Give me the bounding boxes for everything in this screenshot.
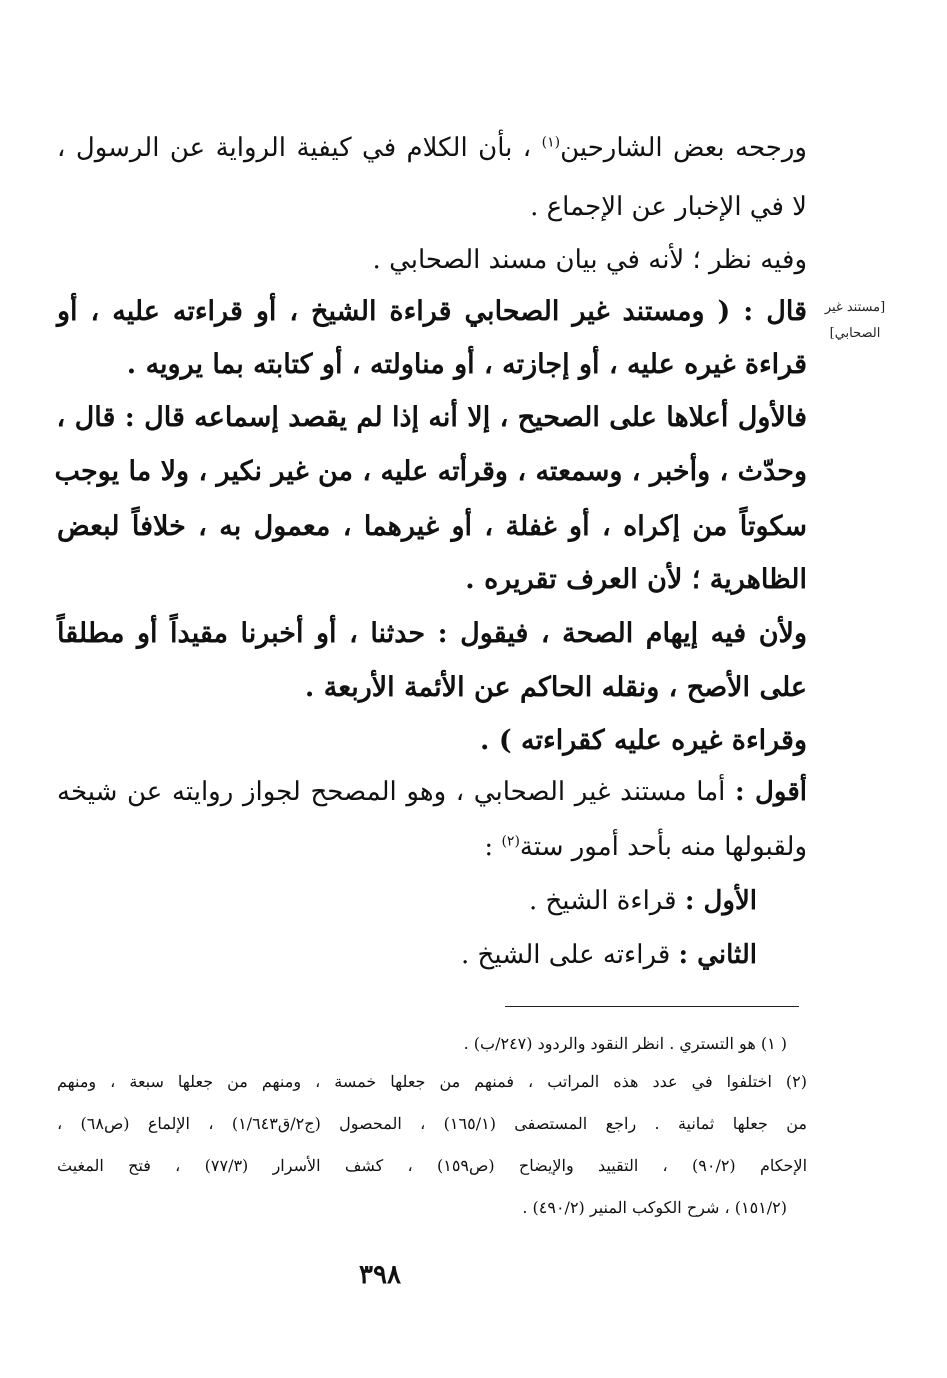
body-line-16 <box>461 935 757 975</box>
body-line-9: الظاهرية ؛ لأن العرف تقريره . <box>465 564 807 595</box>
line-lead: الثاني : <box>678 940 757 970</box>
line-lead: قال : <box>743 296 807 327</box>
line-text: قراءته على الشيخ . <box>461 940 679 970</box>
body-line-8: سكوتاً من إكراه ، أو غفلة ، أو غيرهما ، معمول به ، خلافاً لبعض <box>57 511 807 542</box>
footnote-2-line-1: (٢) اختلفوا في عدد هذه المراتب ، فمنهم من جعلها خمسة ، ومنهم من جعلها سبعة ، ومنهم <box>57 1072 807 1091</box>
page-number: ٣٩٨ <box>359 1260 401 1290</box>
footnote-1: ( ١) هو التستري . انظر النقود والردود (٢٤٧/ب) . <box>463 1034 787 1053</box>
line-text: : <box>484 832 502 862</box>
margin-note-line-2: الصحابي] <box>829 326 881 341</box>
line-lead: أقول : <box>735 777 808 807</box>
footnote-ref-1[interactable]: (١) <box>541 134 561 151</box>
body-line-5: قراءة غيره عليه ، أو إجازته ، أو مناولته ، أو كتابته بما يرويه . <box>126 349 807 380</box>
body-line-7: وحدّث ، وأخبر ، وسمعته ، وقرأته عليه ، من غير نكير ، ولا ما يوجب <box>54 456 807 487</box>
footnote-2-line-3: الإحكام (٩٠/٢) ، التقييد والإيضاح (ص١٥٩) ، كشف الأسرار (٧٧/٣) ، فتح المغيث <box>57 1156 808 1175</box>
footnote-2-line-4: (١٥١/٢) ، شرح الكوكب المنير (٤٩٠/٢) . <box>522 1198 787 1217</box>
margin-note <box>815 295 895 347</box>
body-line-12: وقراءة غيره عليه كقراءته ) . <box>480 725 807 756</box>
line-text: ( ومستند غير الصحابي قراءة الشيخ ، أو قراءته عليه ، أو <box>57 296 744 327</box>
body-line-13 <box>57 772 807 812</box>
line-text: أما مستند غير الصحابي ، وهو المصحح لجواز روايته عن شيخه <box>57 777 735 807</box>
footnote-ref-2[interactable]: (٢) <box>501 833 520 850</box>
body-line-4 <box>57 292 807 332</box>
margin-note-line-1: [مستند غير <box>824 300 886 315</box>
footnote-separator <box>505 1006 799 1007</box>
body-line-2: لا في الإخبار عن الإجماع . <box>530 192 807 222</box>
body-line-14 <box>484 827 807 867</box>
body-line-6: فالأول أعلاها على الصحيح ، إلا أنه إذا لم يقصد إسماعه قال : قال ، <box>56 402 807 433</box>
line-text: قراءة الشيخ . <box>528 886 685 916</box>
body-line-3: وفيه نظر ؛ لأنه في بيان مسند الصحابي . <box>372 245 807 275</box>
line-text: ولقبولها منه بأحد أمور ستة <box>519 832 807 862</box>
body-line-10: ولأن فيه إيهام الصحة ، فيقول : حدثنا ، أو أخبرنا مقيداً أو مطلقاً <box>57 618 807 649</box>
body-line-11: على الأصح ، ونقله الحاكم عن الأئمة الأربعة . <box>304 672 807 703</box>
body-line-15 <box>529 881 757 921</box>
body-line-1 <box>57 128 807 168</box>
line-lead: الأول : <box>684 886 757 916</box>
footnote-2-line-2: من جعلها ثمانية . راجع المستصفى (١٦٥/١) ، المحصول (ج٢/ق١/٦٤٣) ، الإلماع (ص٦٨) ، <box>57 1114 807 1133</box>
line-text: ، بأن الكلام في كيفية الرواية عن الرسول ، <box>57 133 542 163</box>
line-text: ورجحه بعض الشارحين <box>560 133 807 163</box>
